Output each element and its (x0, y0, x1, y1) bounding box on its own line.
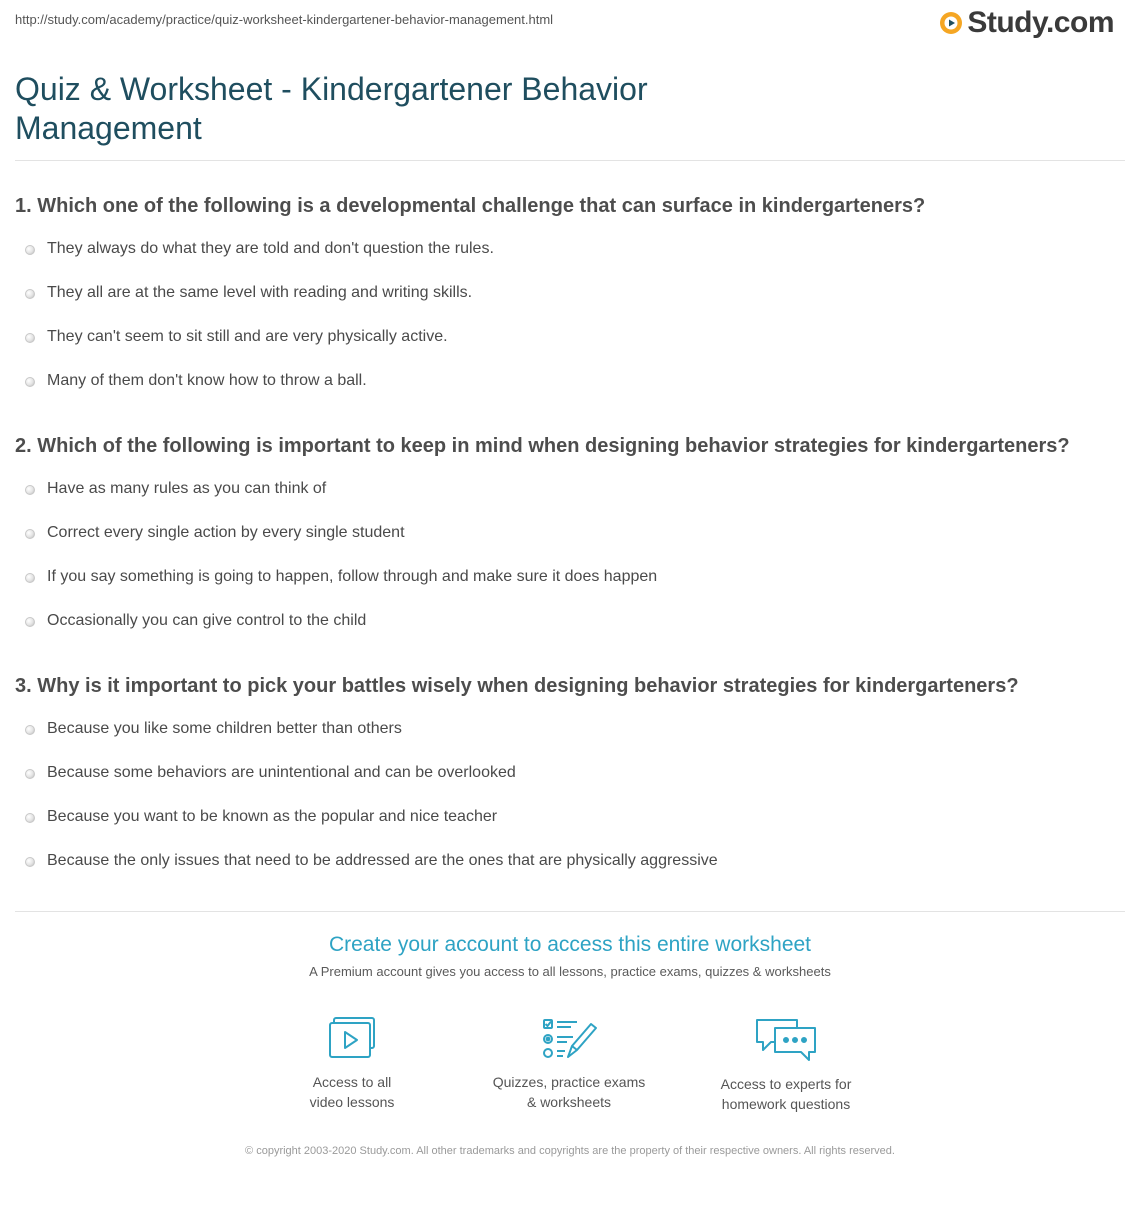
radio-button[interactable] (25, 245, 35, 255)
divider (15, 911, 1125, 912)
answer-label: They always do what they are told and don't question the rules. (47, 240, 494, 257)
feature-experts (686, 1016, 886, 1114)
copyright-notice: © copyright 2003-2020 Study.com. All other trademarks and copyrights are the property of their respective owners. All rights reserved. (245, 1145, 895, 1157)
video-lessons-icon (326, 1016, 378, 1062)
question-text: 2. Which of the following is important to keep in mind when designing behavior strategies for kindergarteners? (15, 435, 1070, 457)
answer-label: Because the only issues that need to be addressed are the ones that are physically aggressive (47, 852, 718, 869)
radio-button[interactable] (25, 333, 35, 343)
answer-label: Occasionally you can give control to the child (47, 612, 367, 629)
answer-option[interactable] (15, 280, 1125, 324)
feature-quizzes (469, 1016, 669, 1112)
quizzes-icon (539, 1016, 599, 1062)
radio-button[interactable] (25, 769, 35, 779)
radio-button[interactable] (25, 813, 35, 823)
answer-option[interactable] (15, 236, 1125, 280)
answer-label: Because you want to be known as the popular and nice teacher (47, 808, 498, 825)
divider (15, 160, 1125, 161)
logo-text: Study.com (967, 6, 1114, 39)
answer-option[interactable] (15, 760, 1125, 804)
feature-label-line: video lessons (309, 1094, 395, 1110)
question-text: 3. Why is it important to pick your battles wisely when designing behavior strategies for kindergarteners? (15, 675, 1019, 697)
answer-label: Because you like some children better than others (47, 720, 402, 737)
answer-label: They all are at the same level with reading and writing skills. (47, 284, 473, 301)
answer-label: Correct every single action by every single student (47, 524, 405, 541)
radio-button[interactable] (25, 377, 35, 387)
answer-options (15, 476, 1125, 652)
radio-button[interactable] (25, 725, 35, 735)
answer-option[interactable] (15, 804, 1125, 848)
feature-video-lessons (252, 1016, 452, 1112)
answer-option[interactable] (15, 520, 1125, 564)
question-text: 1. Which one of the following is a developmental challenge that can surface in kindergarteners? (15, 195, 926, 217)
answer-label: If you say something is going to happen, follow through and make sure it does happen (47, 568, 658, 585)
feature-label-line: & worksheets (526, 1094, 612, 1110)
radio-button[interactable] (25, 529, 35, 539)
answer-option[interactable] (15, 608, 1125, 652)
answer-option[interactable] (15, 848, 1125, 892)
premium-description: A Premium account gives you access to all lessons, practice exams, quizzes & worksheets (309, 964, 831, 979)
experts-chat-icon (753, 1016, 819, 1064)
radio-button[interactable] (25, 573, 35, 583)
radio-button[interactable] (25, 289, 35, 299)
radio-button[interactable] (25, 857, 35, 867)
answer-option[interactable] (15, 716, 1125, 760)
question-3 (15, 673, 1125, 892)
feature-label-line: Access to all (312, 1074, 392, 1090)
answer-label: Have as many rules as you can think of (47, 480, 327, 497)
feature-label-line: homework questions (721, 1096, 851, 1112)
top-bar (0, 0, 1140, 60)
answer-label: They can't seem to sit still and are very physically active. (47, 328, 448, 345)
answer-option[interactable] (15, 368, 1125, 412)
answer-option[interactable] (15, 564, 1125, 608)
feature-label-line: Quizzes, practice exams (492, 1074, 646, 1090)
answer-option[interactable] (15, 476, 1125, 520)
answer-label: Many of them don't know how to throw a ball. (47, 372, 367, 389)
answer-option[interactable] (15, 324, 1125, 368)
answer-options (15, 236, 1125, 412)
page-title: Quiz & Worksheet - Kindergartener Behavior Management (15, 71, 648, 146)
page-url: http://study.com/academy/practice/quiz-worksheet-kindergartener-behavior-management.html (15, 12, 554, 27)
question-1 (15, 193, 1125, 412)
study-logo[interactable] (939, 6, 1114, 40)
answer-label: Because some behaviors are unintentional and can be overlooked (47, 764, 516, 781)
radio-button[interactable] (25, 617, 35, 627)
play-logo-icon (939, 11, 963, 35)
answer-options (15, 716, 1125, 892)
feature-label-line: Access to experts for (720, 1076, 852, 1092)
create-account-link[interactable]: Create your account to access this entire worksheet (328, 933, 812, 956)
radio-button[interactable] (25, 485, 35, 495)
question-2 (15, 433, 1125, 652)
